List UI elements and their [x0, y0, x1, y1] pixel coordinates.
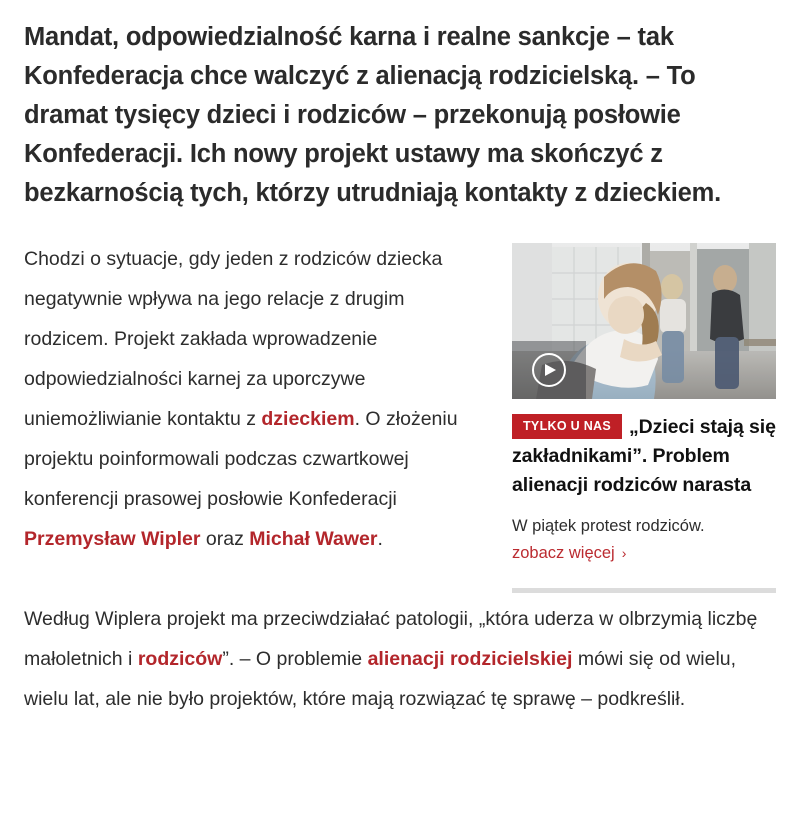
- paragraph-2: [24, 599, 778, 719]
- see-more-label: zobacz więcej: [512, 544, 615, 562]
- link-dzieckiem[interactable]: dzieckiem: [261, 408, 355, 430]
- related-article-title: „Dzieci stają się zakładnikami”. Problem alienacji rodziców narasta: [512, 416, 776, 496]
- link-rodzicow[interactable]: rodziców: [137, 648, 223, 670]
- video-play-overlay[interactable]: [512, 341, 586, 399]
- paragraph-1: [24, 239, 504, 559]
- paragraph-1-text-b: . O złożeniu projektu poinformowali podczas czwartkowej konferencji prasowej posłowie Konfederacji: [24, 408, 458, 510]
- article-lead-headline: Mandat, odpowiedzialność karna i realne sankcje – tak Konfederacja chce walczyć z alienacją rodzicielską. – To dramat tysięcy dzieci i rodziców – przekonują posłowie Konfederacji. Ich nowy projekt ustawy ma skończyć z bezkarnością tych, którzy utrudniają kontakty z dzieckiem.: [24, 23, 721, 207]
- paragraph-1-text-d: .: [377, 528, 383, 550]
- status-badge: TYLKO U NAS: [512, 414, 622, 439]
- article-content: [12, 239, 778, 719]
- section-divider: [512, 588, 776, 593]
- related-article-caption: W piątek protest rodziców.: [512, 517, 705, 535]
- paragraph-2-text-b: ”. – O problemie: [222, 648, 368, 670]
- related-article-headline[interactable]: [512, 413, 776, 500]
- related-article-thumbnail[interactable]: [512, 243, 776, 399]
- paragraph-2-text-a: Według Wiplera projekt ma przeciwdziałać patologii, „która uderza w olbrzymią liczbę małoletnich i: [24, 608, 758, 670]
- play-triangle-icon: [545, 364, 556, 376]
- paragraph-1-text-a: Chodzi o sytuacje, gdy jeden z rodziców dziecka negatywnie wpływa na jego relacje z drugim rodzicem. Projekt zakłada wprowadzenie odpowiedzialności karnej za uporczywe uniemożliwianie kontaktu z: [24, 248, 443, 430]
- related-article-card[interactable]: [512, 243, 776, 593]
- link-michal-wawer[interactable]: Michał Wawer: [249, 528, 378, 550]
- link-alienacji-rodzicielskiej[interactable]: alienacji rodzicielskiej: [367, 648, 573, 670]
- see-more-link[interactable]: [512, 541, 776, 566]
- chevron-right-icon: ›: [621, 545, 627, 561]
- link-przemyslaw-wipler[interactable]: Przemysław Wipler: [24, 528, 201, 550]
- play-icon: [532, 353, 566, 387]
- paragraph-2-text-c: mówi się od wielu, wielu lat, ale nie było projektów, które mają rozwiązać tę sprawę – podkreślił.: [24, 648, 737, 710]
- paragraph-1-text-c: oraz: [200, 528, 250, 550]
